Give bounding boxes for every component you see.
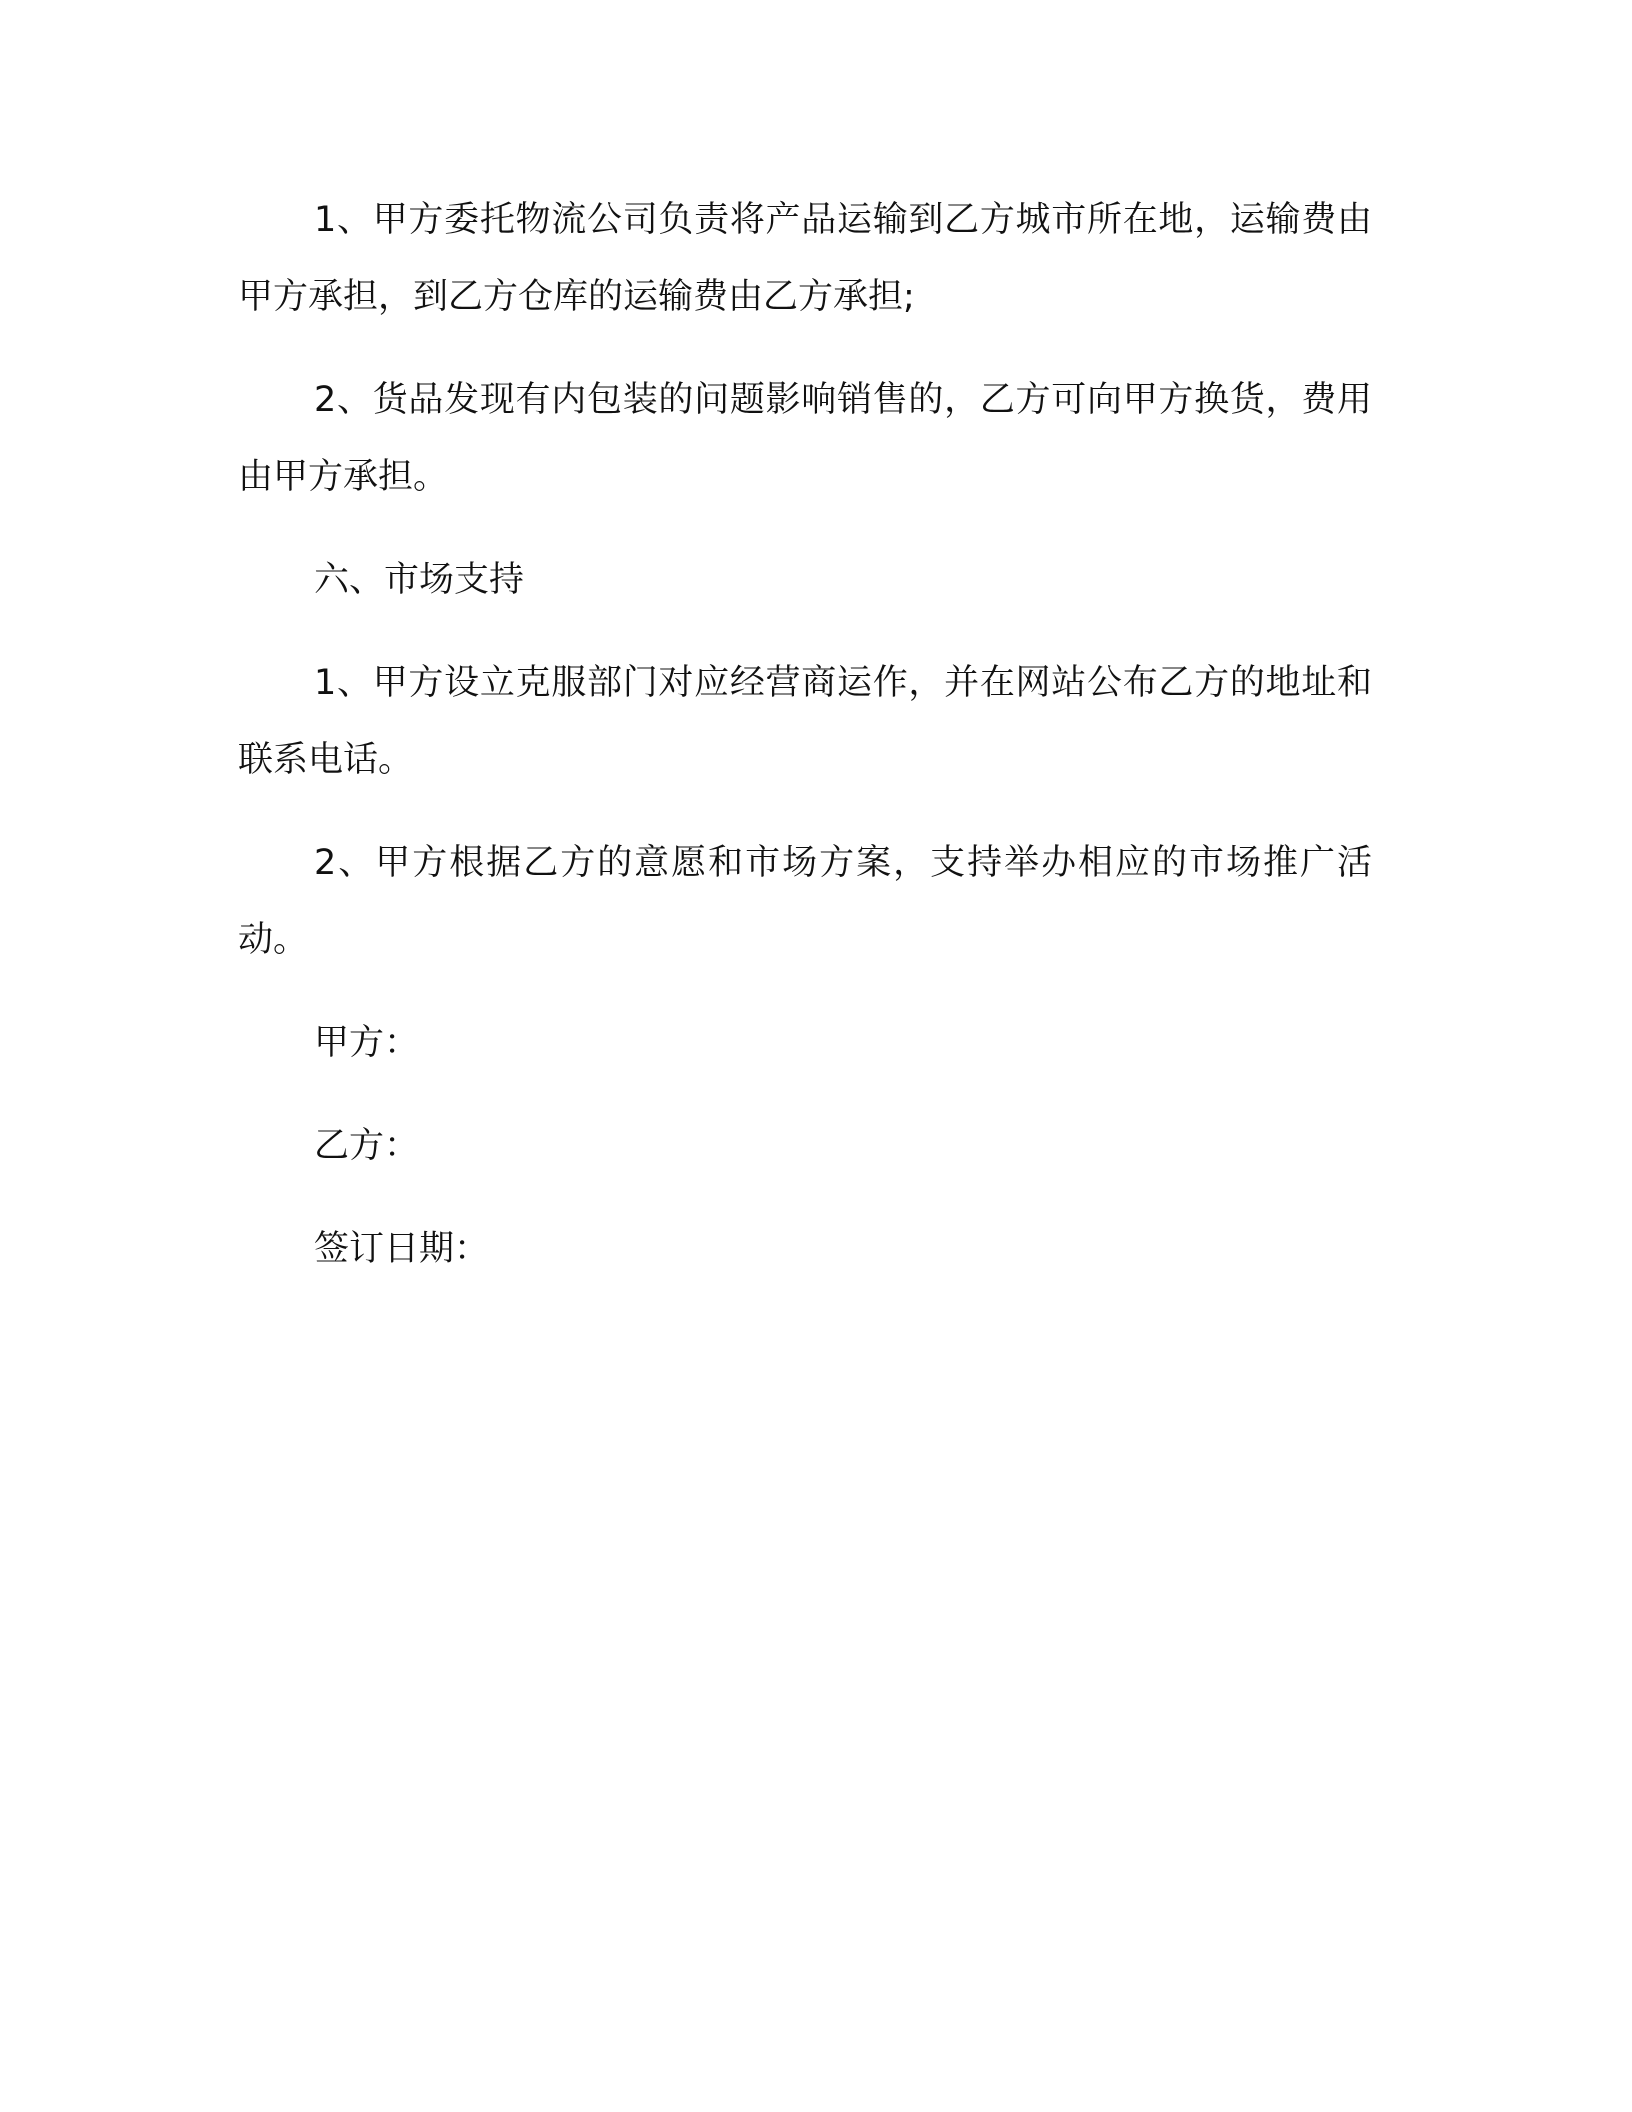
signature-party-b: 乙方： — [314, 1126, 420, 1166]
section-heading-market-support: 六、市场支持 — [314, 560, 525, 600]
signing-date: 签订日期： — [314, 1229, 490, 1269]
clause-service-department: 1、甲方设立克服部门对应经营商运作，并在网站公布乙方的地址和联系电话。 — [238, 663, 1372, 780]
clause-shipping-cost: 1、甲方委托物流公司负责将产品运输到乙方城市所在地，运输费由甲方承担，到乙方仓库的运输费由乙方承担; — [238, 200, 1372, 317]
document-body — [238, 182, 1372, 1288]
clause-packaging-exchange: 2、货品发现有内包装的问题影响销售的，乙方可向甲方换货，费用由甲方承担。 — [238, 380, 1372, 497]
signature-party-a: 甲方： — [314, 1023, 420, 1063]
clause-market-promotion: 2、甲方根据乙方的意愿和市场方案，支持举办相应的市场推广活动。 — [238, 843, 1372, 960]
